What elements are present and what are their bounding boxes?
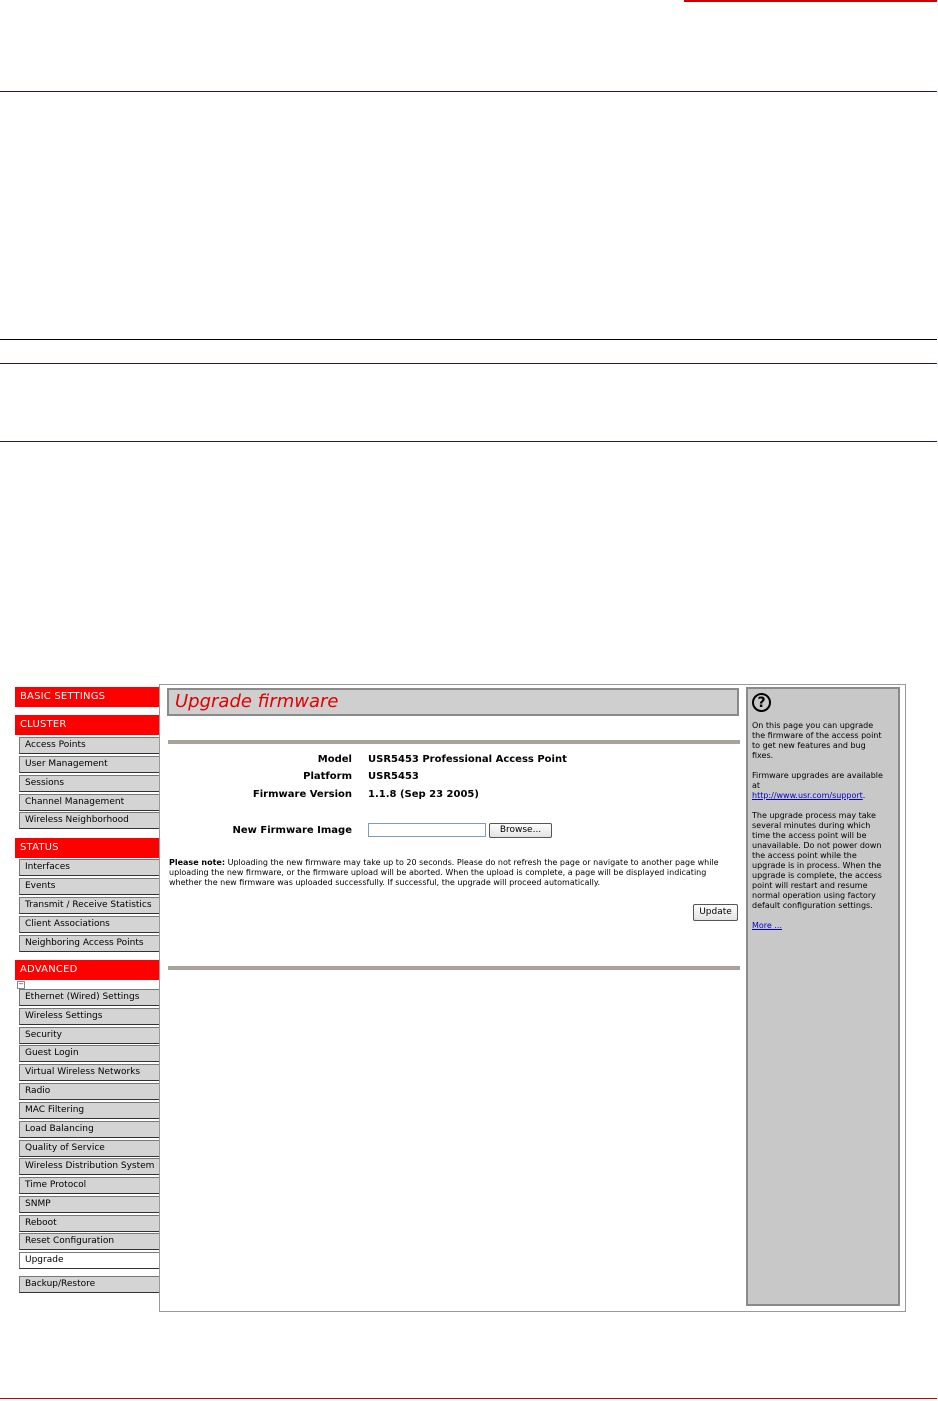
note-text: Uploading the new firmware may take up to 20 seconds. Please do not refresh the page or navigate to another page while uploading the new firmware, or the firmware upload will be aborted. When the upload is complete, a page will be displayed indicating whether the new firmware was uploaded successfully. If successful, the upgrade will proceed automatically.: [169, 858, 719, 887]
sidebar-item-wireless-neighborhood[interactable]: Wireless Neighborhood: [19, 812, 159, 829]
firmware-file-input[interactable]: [368, 823, 486, 837]
note-bold: Please note:: [169, 858, 226, 867]
sidebar-item-ethernet-wired-settings[interactable]: Ethernet (Wired) Settings: [19, 989, 159, 1006]
help-paragraph-1: On this page you can upgrade the firmware of the access point to get new features and bug fixes.: [752, 721, 882, 760]
update-button[interactable]: Update: [693, 904, 738, 921]
rule-2: [0, 339, 937, 340]
sidebar-item-reboot[interactable]: Reboot: [19, 1215, 159, 1232]
page-title: Upgrade firmware: [175, 691, 339, 712]
help-paragraph-3: The upgrade process may take several minutes during which time the access point will be unavailable. Do not power down the access point while the upgrade is in process. When the upgrade is complete, the access point will restart and resume normal operation using factory default configuration settings.: [752, 811, 882, 910]
sidebar-item-load-balancing[interactable]: Load Balancing: [19, 1121, 159, 1138]
sidebar-item-access-points[interactable]: Access Points: [19, 737, 159, 754]
platform-value: USR5453: [368, 771, 419, 782]
firmware-version-value: 1.1.8 (Sep 23 2005): [368, 789, 479, 800]
sidebar-item-radio[interactable]: Radio: [19, 1083, 159, 1100]
model-value: USR5453 Professional Access Point: [368, 754, 567, 765]
sidebar-item-virtual-wireless-networks[interactable]: Virtual Wireless Networks: [19, 1064, 159, 1081]
sidebar-item-backup-restore[interactable]: Backup/Restore: [19, 1276, 159, 1293]
sidebar-heading-cluster[interactable]: CLUSTER: [15, 715, 159, 735]
sidebar-item-quality-of-service[interactable]: Quality of Service: [19, 1140, 159, 1157]
sidebar-heading-advanced[interactable]: ADVANCED: [15, 960, 159, 980]
upload-note: [169, 858, 737, 888]
sidebar-item-upgrade[interactable]: Upgrade: [19, 1252, 159, 1269]
sidebar-item-user-management[interactable]: User Management: [19, 756, 159, 773]
more-link[interactable]: More ...: [752, 921, 783, 930]
help-text: [752, 721, 888, 941]
rule-3: [0, 363, 937, 364]
top-divider: [168, 740, 740, 744]
browse-button[interactable]: Browse...: [489, 823, 552, 838]
sidebar-item-sessions[interactable]: Sessions: [19, 775, 159, 792]
firmware-version-label: Firmware Version: [252, 789, 352, 800]
sidebar-item-reset-configuration[interactable]: Reset Configuration: [19, 1233, 159, 1250]
rule-1: [0, 91, 937, 92]
help-more: [752, 921, 888, 931]
sidebar-item-events[interactable]: Events: [19, 878, 159, 895]
support-link[interactable]: http://www.usr.com/support: [752, 791, 863, 800]
collapse-icon[interactable]: −: [18, 980, 24, 988]
sidebar-item-mac-filtering[interactable]: MAC Filtering: [19, 1102, 159, 1119]
help-p2-text: Firmware upgrades are available at: [752, 771, 883, 790]
top-red-rule: [684, 0, 937, 2]
help-p2-end: .: [862, 791, 866, 800]
sidebar-item-security[interactable]: Security: [19, 1027, 159, 1044]
sidebar-item-snmp[interactable]: SNMP: [19, 1196, 159, 1213]
new-firmware-label: New Firmware Image: [232, 825, 352, 836]
sidebar-item-transmit-receive-statistics[interactable]: Transmit / Receive Statistics: [19, 897, 159, 914]
sidebar-heading-status[interactable]: STATUS: [15, 838, 159, 858]
sidebar-item-wireless-distribution-system[interactable]: Wireless Distribution System: [19, 1158, 159, 1175]
sidebar-item-time-protocol[interactable]: Time Protocol: [19, 1177, 159, 1194]
sidebar-item-client-associations[interactable]: Client Associations: [19, 916, 159, 933]
sidebar-item-wireless-settings[interactable]: Wireless Settings: [19, 1008, 159, 1025]
platform-label: Platform: [303, 771, 352, 782]
rule-4: [0, 441, 937, 442]
bottom-divider: [168, 966, 740, 970]
bottom-red-rule: [0, 1398, 937, 1399]
model-label: Model: [317, 754, 352, 765]
sidebar-item-neighboring-access-points[interactable]: Neighboring Access Points: [19, 935, 159, 952]
question-icon: ?: [752, 693, 771, 712]
sidebar-item-channel-management[interactable]: Channel Management: [19, 794, 159, 811]
sidebar-item-interfaces[interactable]: Interfaces: [19, 859, 159, 876]
sidebar-item-guest-login[interactable]: Guest Login: [19, 1045, 159, 1062]
help-paragraph-2: [752, 771, 888, 801]
sidebar-heading-basic-settings[interactable]: BASIC SETTINGS: [15, 687, 159, 707]
